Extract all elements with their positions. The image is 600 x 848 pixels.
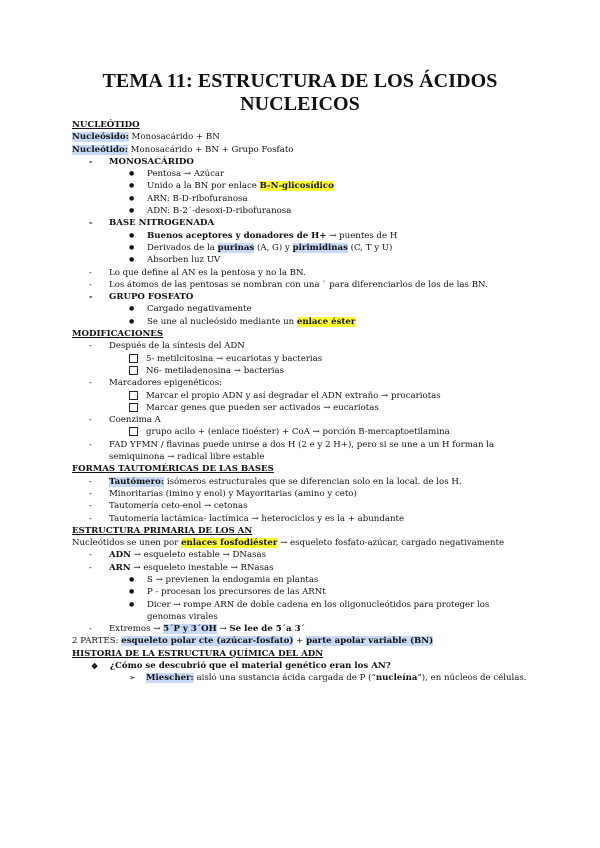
- subheading-base-nitrogenada: - BASE NITROGENADA: [72, 217, 528, 229]
- list-item: ● Se une al nucleósido mediante un enlace éster: [72, 316, 528, 328]
- title-line-1: TEMA 11: ESTRUCTURA DE LOS ÁCIDOS: [102, 70, 498, 92]
- list-item: - Tautómero: isómeros estructurales que se diferencian solo en la local. de los H.: [72, 476, 528, 488]
- list-item: ● Unido a la BN por enlace B-N-glicosídico: [72, 180, 528, 192]
- def-nucleotido: Nucleótido: Monosacárido + BN + Grupo Fosfato: [72, 144, 294, 155]
- list-item: - Extremos → 5´P y 3´OH → Se lee de 5´a 3´: [72, 623, 528, 635]
- list-item: ● Absorben luz UV: [72, 254, 528, 266]
- list-item: ● Dicer → rompe ARN de doble cadena en los oligonucleótidos para proteger los genomas virales: [72, 599, 528, 624]
- list-item: - Lo que define al AN es la pentosa y no la BN.: [72, 267, 528, 279]
- section-estructura-primaria: ESTRUCTURA PRIMARIA DE LOS AN: [72, 525, 253, 536]
- list-item: - Coenzima A: [72, 414, 528, 426]
- checkbox-item: N6- metiladenosina → bacterias: [72, 365, 528, 377]
- checkbox-icon[interactable]: [129, 427, 138, 436]
- question-item: ❖ ¿Cómo se descubrió que el material genético eran los AN?: [72, 660, 528, 672]
- checkbox-icon[interactable]: [129, 366, 138, 375]
- section-nucleotido: NUCLEÓTIDO: [72, 120, 140, 130]
- checkbox-icon[interactable]: [129, 403, 138, 412]
- list-item: - Marcadores epigenéticos:: [72, 377, 528, 389]
- list-item: ● Derivados de la purinas (A, G) y pirimidinas (C, T y U): [72, 242, 528, 254]
- def-nucleosido: Nucleósido: Monosacárido + BN: [72, 132, 220, 143]
- list-item: ● Cargado negativamente: [72, 303, 528, 315]
- checkbox-item: Marcar genes que pueden ser activados → eucariotas: [72, 402, 528, 414]
- list-item: - Los átomos de las pentosas se nombran con una ` para diferenciarlos de los de las BN.: [72, 279, 528, 291]
- list-item: - Tautomería lactámica- lactímica → heterociclos y es la + abundante: [72, 513, 528, 525]
- list-item: ● P - procesan los precursores de las ARNt: [72, 586, 528, 598]
- checkbox-item: 5- metilcitosina → eucariotas y bacterias: [72, 353, 528, 365]
- list-item: ● ADN: B-2´-desoxi-D-ribofuranosa: [72, 205, 528, 217]
- list-item: - ADN → esqueleto estable → DNasas: [72, 549, 528, 561]
- list-item: - Después de la síntesis del ADN: [72, 340, 528, 352]
- list-item: ● S → previenen la endogamia en plantas: [72, 574, 528, 586]
- list-item: ● Buenos aceptores y donadores de H+ → puentes de H: [72, 230, 528, 242]
- section-modificaciones: MODIFICACIONES: [72, 329, 164, 340]
- list-item: - Minoritarias (imino y enol) y Mayoritarias (amino y ceto): [72, 488, 528, 500]
- checkbox-item: Marcar el propio ADN y así degradar el ADN extraño → procariotas: [72, 390, 528, 402]
- checkbox-item: grupo acilo + (enlace tioéster) + CoA → porción B-mercaptoetilamina: [72, 426, 528, 438]
- subheading-grupo-fosfato: - GRUPO FOSFATO: [72, 291, 528, 303]
- paragraph: 2 PARTES: esqueleto polar cte (azúcar-fosfato) + parte apolar variable (BN): [72, 636, 434, 647]
- checkbox-icon[interactable]: [129, 391, 138, 400]
- list-item: ● Pentosa → Azúcar: [72, 168, 528, 180]
- list-item: ➢ Miescher: aisló una sustancia ácida cargada de P (“nucleína”), en núcleos de células.: [72, 672, 528, 684]
- list-item: - Tautomería ceto-enol → cetonas: [72, 500, 528, 512]
- list-item-continuation: semiquinona → radical libre estable: [109, 452, 265, 463]
- section-historia: HISTORIA DE LA ESTRUCTURA QUÍMICA DEL ADN: [72, 648, 324, 659]
- page-title: [72, 70, 528, 116]
- title-line-2: NUCLEICOS: [240, 93, 360, 115]
- list-item: - ARN → esqueleto inestable → RNasas: [72, 562, 528, 574]
- subheading-monosacarido: - MONOSACÁRIDO: [72, 156, 528, 168]
- section-tautomericas: FORMAS TAUTOMÉRICAS DE LAS BASES: [72, 464, 274, 475]
- document-page: [72, 70, 528, 685]
- list-item: ● ARN: B-D-ribofuranosa: [72, 193, 528, 205]
- list-item: - FAD YFMN / flavinas puede unirse a dos H (2 e y 2 H+), pero si se une a un H forman la: [72, 439, 528, 451]
- paragraph: Nucleótidos se unen por enlaces fosfodiéster → esqueleto fosfato-azúcar, cargado negativamente: [72, 538, 505, 549]
- checkbox-icon[interactable]: [129, 354, 138, 363]
